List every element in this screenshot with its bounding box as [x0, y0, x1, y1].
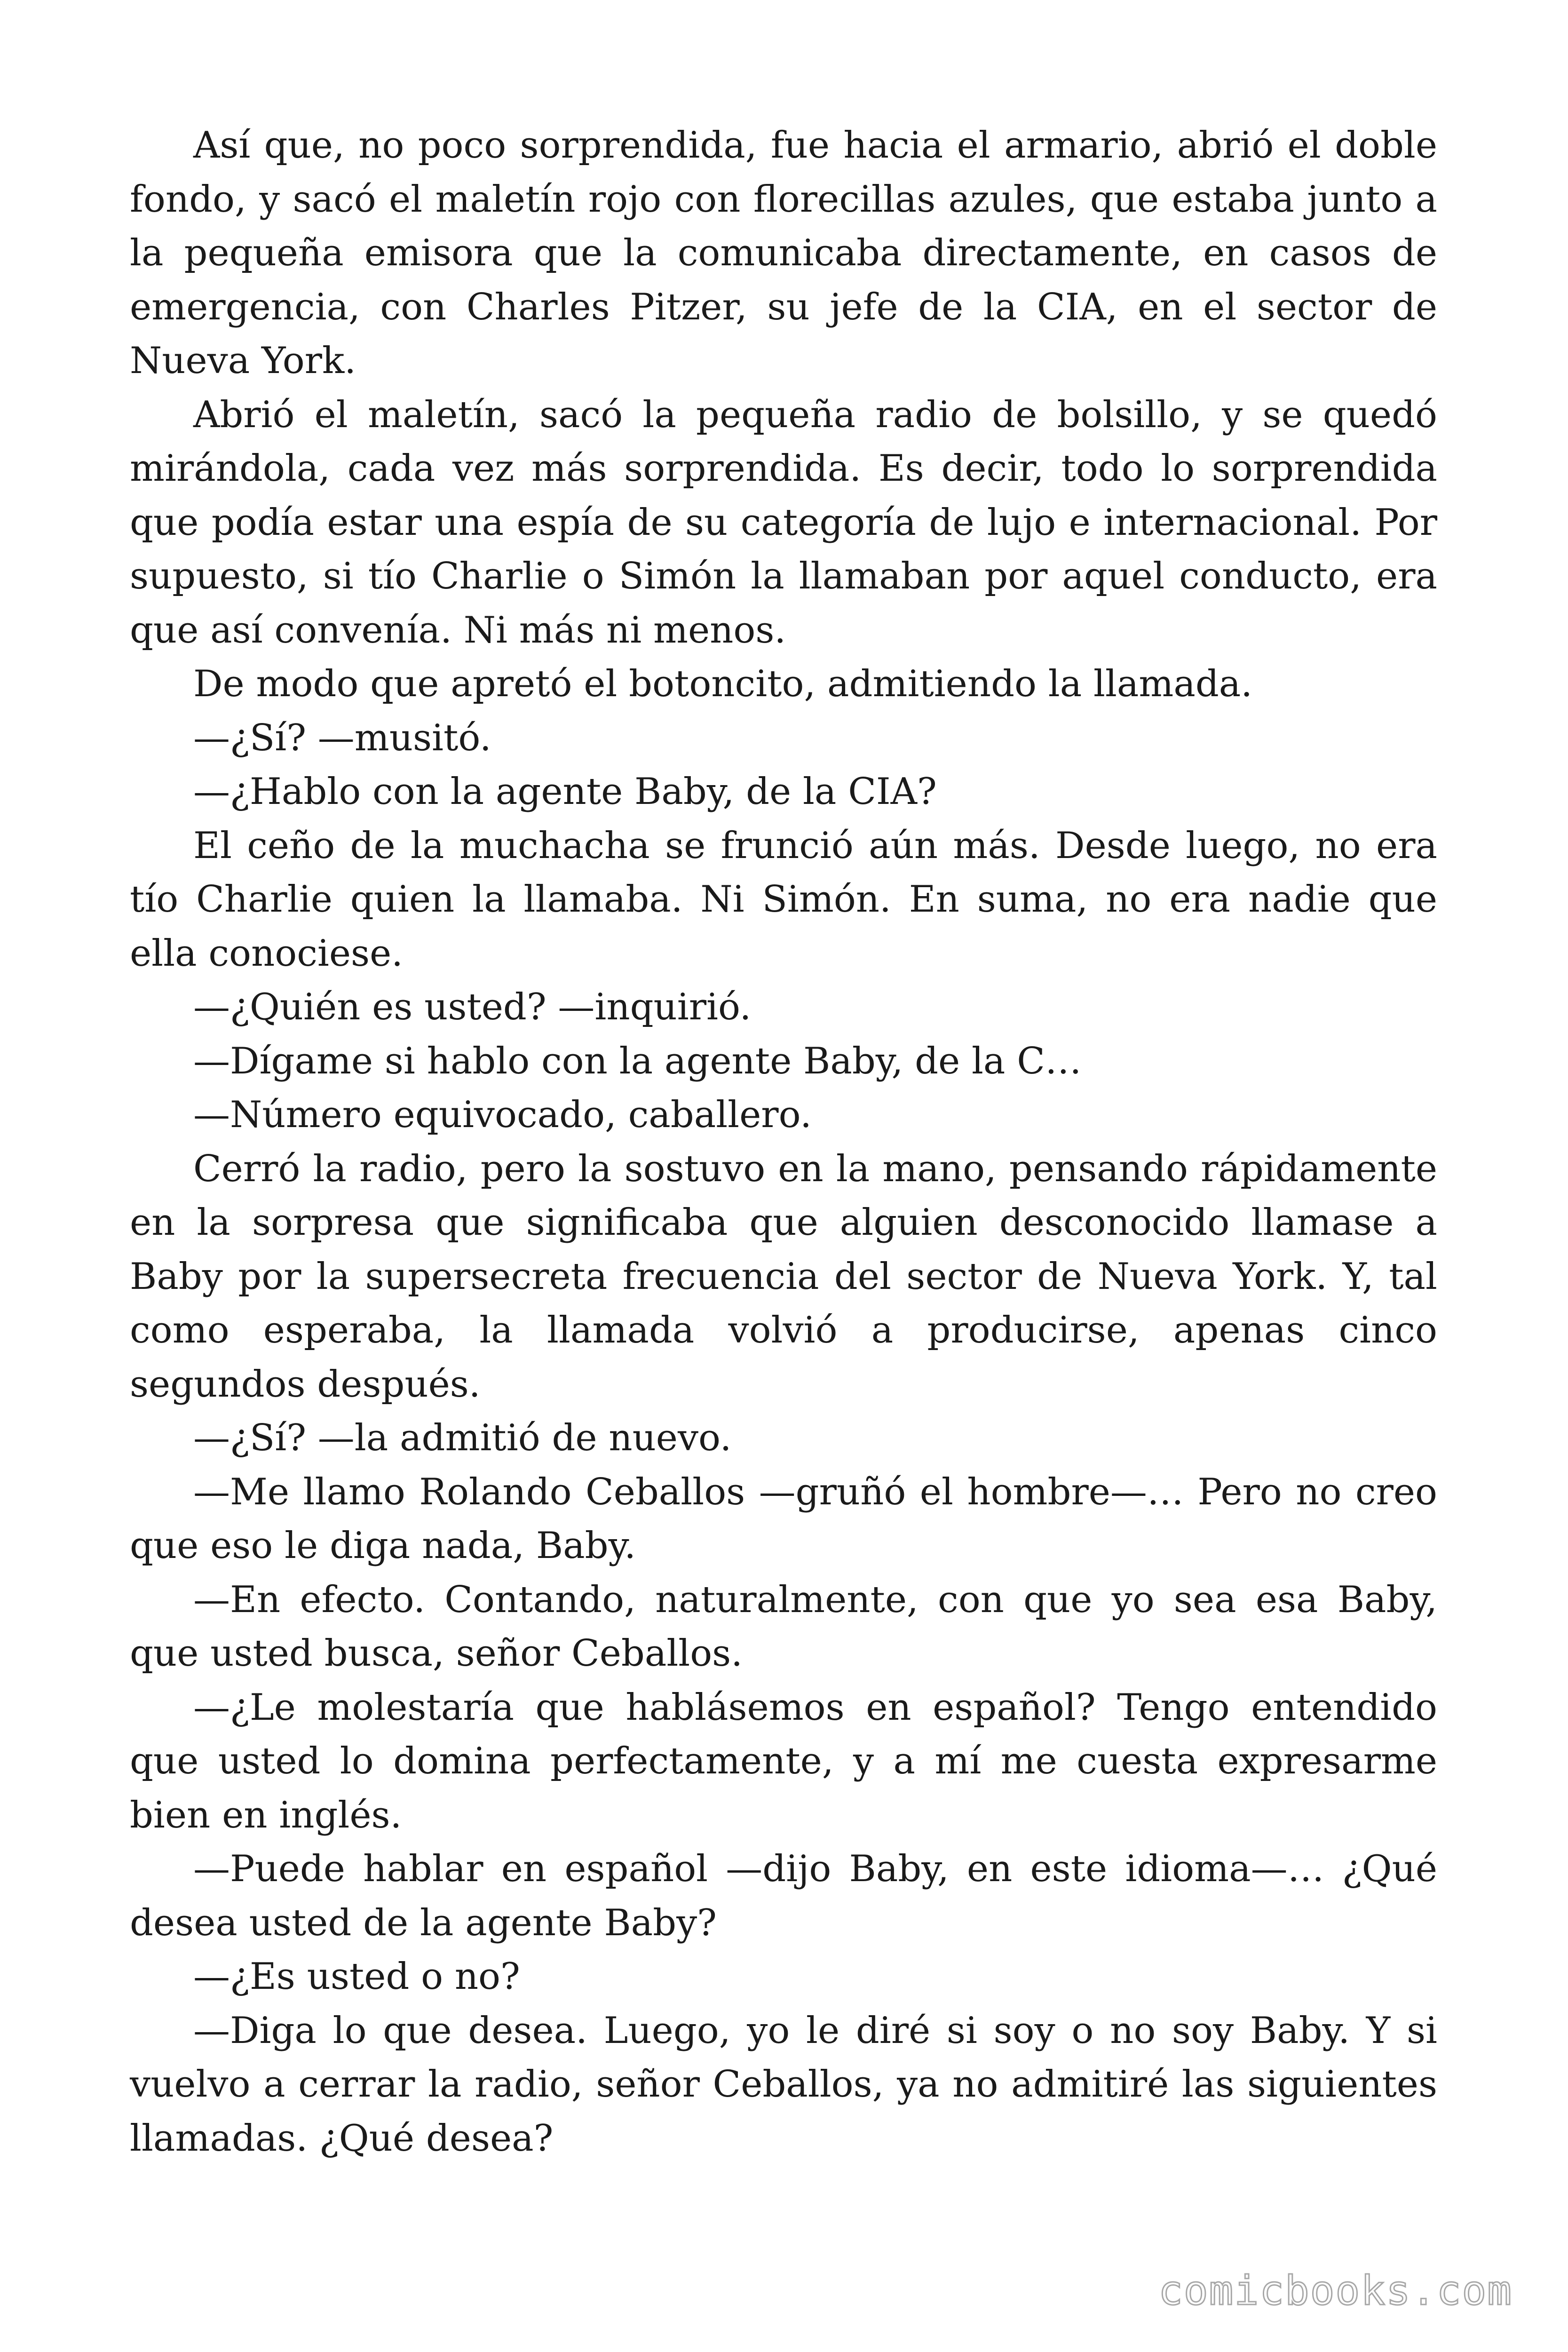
paragraph: De modo que apretó el botoncito, admitiendo la llamada.: [193, 663, 1253, 705]
paragraph: —Dígame si hablo con la agente Baby, de la C…: [193, 1040, 1082, 1082]
paragraph: —Diga lo que desea. Luego, yo le diré si soy o no soy Baby. Y si vuelvo a cerrar la radio, señor Ceballos, ya no admitiré las siguientes llamadas. ¿Qué desea?: [130, 2009, 1437, 2160]
paragraph: Cerró la radio, pero la sostuvo en la mano, pensando rápidamente en la sorpresa que significaba que alguien desconocido llamase a Baby por la supersecreta frecuencia del sector de Nueva York. Y, tal como esperaba, la llamada volvió a producirse, apenas cinco segundos después.: [130, 1147, 1437, 1406]
paragraph: Abrió el maletín, sacó la pequeña radio de bolsillo, y se quedó mirándola, cada vez más sorprendida. Es decir, todo lo sorprendida que podía estar una espía de su categoría de lujo e internacional. Por supuesto, si tío Charlie o Simón la llamaban por aquel conducto, era que así convenía. Ni más ni menos.: [130, 393, 1437, 652]
paragraph: —Puede hablar en español —dijo Baby, en este idioma—… ¿Qué desea usted de la agente Baby?: [130, 1848, 1437, 1944]
paragraph: El ceño de la muchacha se frunció aún más. Desde luego, no era tío Charlie quien la llamaba. Ni Simón. En suma, no era nadie que ella conociese.: [130, 824, 1437, 975]
paragraph: —Número equivocado, caballero.: [193, 1094, 812, 1136]
paragraph: —¿Sí? —musitó.: [193, 716, 491, 759]
paragraph: —¿Quién es usted? —inquirió.: [193, 986, 752, 1028]
paragraph: —¿Es usted o no?: [193, 1955, 520, 1998]
paragraph: —En efecto. Contando, naturalmente, con que yo sea esa Baby, que usted busca, señor Ceballos.: [130, 1578, 1437, 1675]
watermark: comicbooks.com: [1158, 2267, 1513, 2314]
body-text: [130, 119, 1437, 2165]
paragraph: —¿Le molestaría que hablásemos en español? Tengo entendido que usted lo domina perfectamente, y a mí me cuesta expresarme bien en inglés.: [130, 1686, 1437, 1836]
paragraph: Así que, no poco sorprendida, fue hacia el armario, abrió el doble fondo, y sacó el maletín rojo con florecillas azules, que estaba junto a la pequeña emisora que la comunicaba directamente, en casos de emergencia, con Charles Pitzer, su jefe de la CIA, en el sector de Nueva York.: [130, 124, 1437, 382]
paragraph: —¿Hablo con la agente Baby, de la CIA?: [193, 771, 937, 813]
paragraph: —Me llamo Rolando Ceballos —gruñó el hombre—… Pero no creo que eso le diga nada, Baby.: [130, 1470, 1437, 1567]
paragraph: —¿Sí? —la admitió de nuevo.: [193, 1417, 732, 1459]
